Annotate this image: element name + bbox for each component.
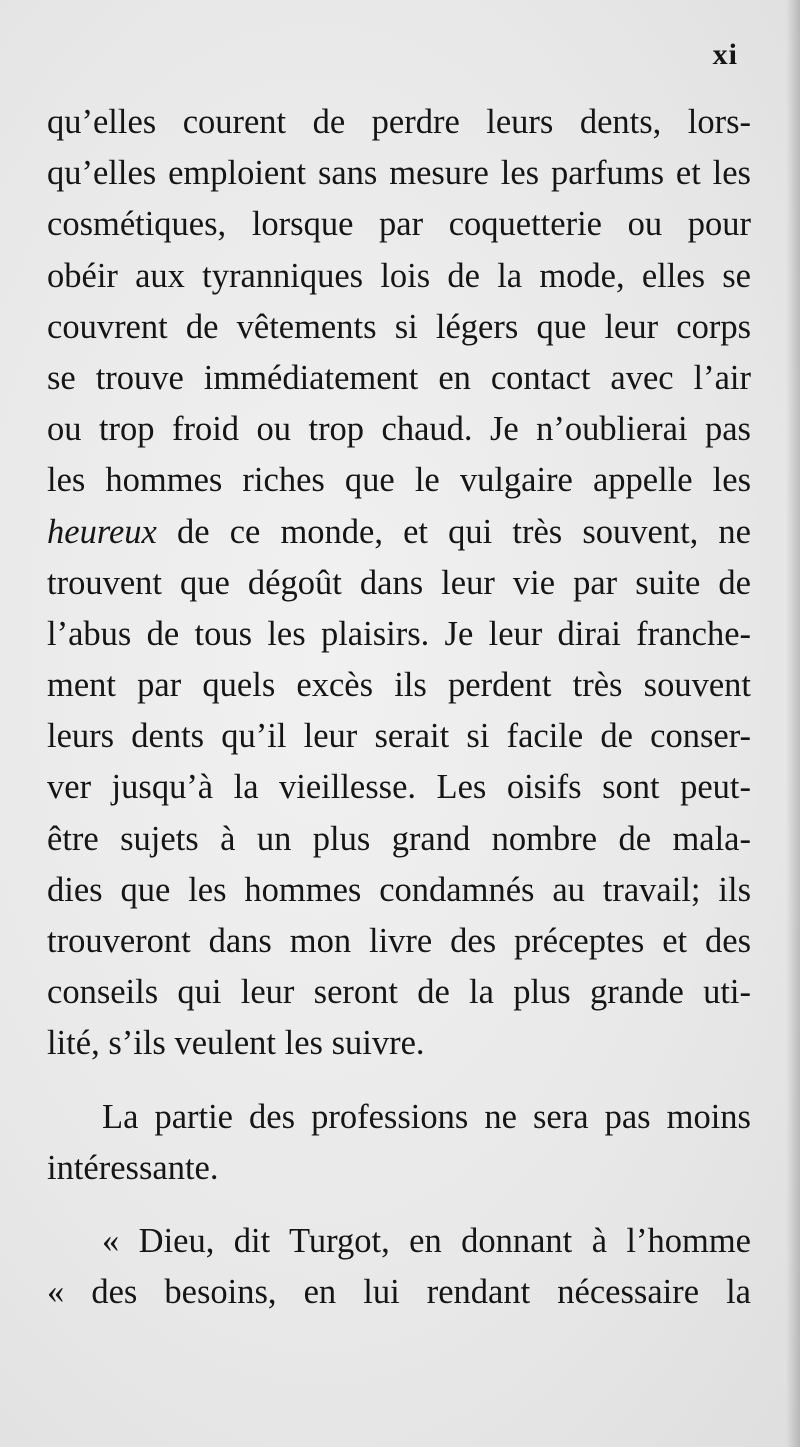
quote-line: « des besoins, en lui rendant nécessaire la [47, 1273, 751, 1312]
text-line-with-italic [47, 507, 751, 558]
page-edge-shadow [786, 0, 800, 1447]
body-text [47, 97, 751, 1318]
text-line: lité, s’ils veulent les suivre. [47, 1024, 425, 1063]
text-line: ou trop froid ou trop chaud. Je n’oublierai pas [47, 410, 751, 449]
text-line: cosmétiques, lorsque par coquetterie ou pour [47, 205, 751, 244]
text-line: obéir aux tyranniques lois de la mode, elles se [47, 256, 751, 295]
page-number: xi [712, 38, 738, 71]
text-line: qu’elles emploient sans mesure les parfums et les [47, 154, 751, 193]
text-line: être sujets à un plus grand nombre de mala- [47, 819, 751, 858]
text-line-rest: de ce monde, et qui très souvent, ne [176, 512, 751, 551]
text-line: couvrent de vêtements si légers que leur corps [47, 307, 751, 346]
text-line: trouveront dans mon livre des préceptes et des [47, 922, 751, 960]
text-line: qu’elles courent de perdre leurs dents, lors- [47, 103, 751, 141]
text-line: les hommes riches que le vulgaire appelle les [47, 461, 751, 500]
quote-line: « Dieu, dit Turgot, en donnant à l’homme [102, 1221, 751, 1260]
text-line: La partie des professions ne sera pas moins [102, 1097, 751, 1136]
text-line: ver jusqu’à la vieillesse. Les oisifs sont peut- [47, 768, 751, 807]
text-line: trouvent que dégoût dans leur vie par suite de [47, 563, 751, 602]
text-line: intéressante. [47, 1148, 219, 1187]
text-line: ment par quels excès ils perdent très souvent [47, 666, 751, 705]
text-line: leurs dents qu’il leur serait si facile de conser- [47, 717, 751, 756]
text-line: dies que les hommes condamnés au travail; ils [47, 870, 751, 909]
text-line: l’abus de tous les plaisirs. Je leur dirai franche- [47, 614, 751, 653]
italic-word: heureux [47, 512, 157, 551]
text-line: conseils qui leur seront de la plus grande uti- [47, 973, 751, 1012]
text-line: se trouve immédiatement en contact avec l’air [47, 358, 751, 397]
